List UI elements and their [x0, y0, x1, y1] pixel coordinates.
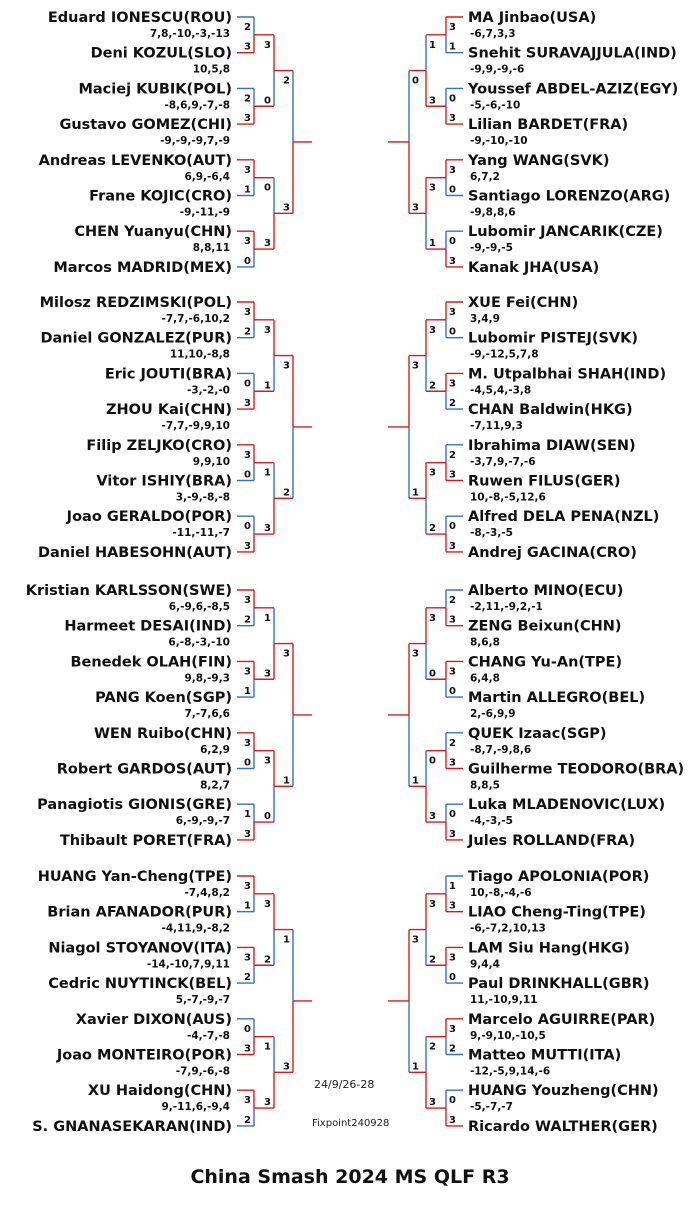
game-scores: -7,7,-9,9,10 [161, 420, 230, 433]
round1-result: 0 [449, 93, 456, 105]
game-scores: 7,-7,6,6 [184, 708, 230, 721]
round2-result: 1 [264, 380, 271, 392]
player-name: HUANG Youzheng(CHN) [468, 1083, 659, 1100]
game-scores: -3,-2,-0 [187, 384, 230, 397]
game-scores: -4,5,4,-3,8 [470, 384, 532, 397]
player-name: Guilherme TEODORO(BRA) [468, 761, 685, 778]
round1-result: 3 [244, 595, 251, 606]
round1-result: 1 [244, 809, 251, 821]
round1-result: 0 [244, 255, 251, 267]
game-scores: 7,8,-10,-3,-13 [149, 28, 230, 40]
player-name: PANG Koen(SGP) [95, 690, 232, 707]
player-name: Maciej KUBIK(POL) [78, 81, 232, 98]
player-name: Kanak JHA(USA) [468, 259, 600, 276]
round1-result: 1 [449, 41, 456, 53]
player-name: LAM Siu Hang(HKG) [468, 940, 630, 957]
player-name: Snehit SURAVAJJULA(IND) [468, 45, 677, 62]
round1-result: 3 [449, 1023, 456, 1035]
player-name: Martin ALLEGRO(BEL) [468, 690, 646, 707]
round1-result: 0 [449, 972, 456, 984]
game-scores: -9,-10,-10 [470, 135, 528, 148]
player-name: Daniel GONZALEZ(PUR) [40, 330, 232, 347]
round1-result: 2 [449, 1043, 456, 1055]
player-name: M. Utpalbhai SHAH(IND) [468, 366, 667, 383]
round1-result: 3 [449, 378, 456, 390]
game-scores: -8,6,9,-7,-8 [164, 99, 230, 112]
player-name: HUANG Yan-Cheng(TPE) [37, 869, 232, 885]
round1-result: 2 [244, 1114, 251, 1126]
player-name: Vitor ISHIY(BRA) [96, 473, 232, 490]
round2-result: 3 [429, 898, 436, 910]
player-name: MA Jinbao(USA) [468, 10, 597, 26]
game-scores: -7,7,-6,10,2 [161, 313, 230, 325]
game-scores: -9,-12,5,7,8 [470, 348, 539, 361]
round1-result: 2 [244, 614, 251, 626]
round1-result: 3 [244, 449, 251, 461]
round1-result: 3 [449, 469, 456, 481]
player-name: Eric JOUTI(BRA) [104, 366, 232, 383]
game-scores: -5,-6,-10 [470, 99, 521, 112]
player-name: Daniel HABESOHN(AUT) [37, 544, 232, 561]
game-scores: -9,9,-9,-6 [470, 63, 525, 76]
round1-result: 0 [449, 184, 456, 196]
player-name: CHANG Yu-An(TPE) [468, 654, 623, 671]
round3-result: 3 [412, 202, 419, 214]
game-scores: 10,-8,-5,12,6 [470, 491, 546, 504]
round1-result: 3 [244, 952, 251, 964]
round3-result: 1 [283, 775, 290, 787]
round1-result: 0 [449, 809, 456, 821]
round1-result: 1 [244, 686, 251, 698]
game-scores: 9,-9,10,-10,5 [470, 1029, 546, 1042]
game-scores: 9,8,-9,3 [184, 672, 230, 685]
player-name: Joao GERALDO(POR) [66, 509, 232, 526]
player-name: Ibrahima DIAW(SEN) [468, 437, 636, 454]
round1-result: 3 [244, 307, 251, 318]
game-scores: -7,11,9,3 [470, 420, 523, 433]
round2-result: 3 [429, 811, 436, 823]
player-name: Panagiotis GIONIS(GRE) [37, 797, 232, 814]
round2-result: 3 [429, 612, 436, 624]
round1-result: 0 [449, 1095, 456, 1107]
round2-result: 0 [429, 755, 436, 767]
player-name: ZENG Beixun(CHN) [468, 618, 622, 635]
player-name: CHAN Baldwin(HKG) [468, 402, 633, 419]
player-name: Ricardo WALTHER(GER) [468, 1118, 658, 1135]
round1-result: 0 [449, 326, 456, 338]
round2-result: 1 [264, 612, 271, 624]
round1-result: 3 [244, 164, 251, 176]
game-scores: -5,-7,-7 [470, 1101, 513, 1114]
round2-result: 3 [264, 238, 271, 250]
round1-result: 3 [244, 1043, 251, 1055]
round2-result: 0 [264, 95, 271, 107]
player-name: Cedric NUYTINCK(BEL) [48, 976, 232, 993]
round3-result: 1 [283, 934, 290, 946]
round1-result: 3 [244, 540, 251, 552]
round1-result: 1 [244, 184, 251, 196]
game-scores: 9,4,4 [470, 958, 500, 971]
game-scores: -12,-5,9,14,-6 [470, 1065, 551, 1078]
player-name: Luka MLADENOVIC(LUX) [468, 797, 666, 814]
game-scores: -4,-3,-5 [470, 815, 513, 828]
round1-result: 3 [244, 828, 251, 840]
game-scores: -3,7,9,-7,-6 [470, 455, 536, 468]
round3-result: 3 [283, 360, 290, 372]
player-name: Lubomir JANCARIK(CZE) [468, 224, 663, 241]
player-name: QUEK Izaac(SGP) [468, 725, 607, 742]
round1-result: 2 [449, 595, 456, 606]
game-scores: 8,2,7 [200, 779, 230, 792]
round2-result: 1 [429, 39, 436, 51]
round1-result: 2 [449, 398, 456, 410]
event-date: 24/9/26-28 [314, 1078, 375, 1091]
round1-result: 0 [244, 378, 251, 390]
round1-result: 3 [244, 1095, 251, 1107]
round1-result: 3 [244, 398, 251, 410]
round1-result: 2 [244, 93, 251, 105]
round1-result: 0 [244, 1023, 251, 1035]
game-scores: 9,-11,6,-9,4 [161, 1101, 230, 1114]
round1-result: 3 [449, 952, 456, 964]
round1-result: 3 [244, 666, 251, 678]
game-scores: -4,11,9,-8,2 [161, 922, 230, 935]
round1-result: 3 [449, 113, 456, 125]
round3-result: 3 [412, 360, 419, 372]
round3-result: 3 [412, 934, 419, 946]
player-name: Frane KOJIC(CRO) [89, 188, 232, 205]
round2-result: 2 [429, 954, 436, 966]
round1-result: 3 [449, 1114, 456, 1126]
round1-result: 3 [449, 666, 456, 678]
round3-result: 1 [412, 1061, 419, 1073]
round3-result: 3 [283, 202, 290, 214]
player-name: Youssef ABDEL-AZIZ(EGY) [468, 81, 679, 98]
round1-result: 2 [244, 972, 251, 984]
round2-result: 3 [429, 324, 436, 336]
round2-result: 3 [264, 668, 271, 680]
round2-result: 0 [429, 668, 436, 680]
player-name: Filip ZELJKO(CRO) [86, 437, 232, 454]
player-name: XUE Fei(CHN) [468, 295, 579, 311]
game-scores: -4,-7,-8 [187, 1029, 230, 1042]
game-scores: -11,-11,-7 [172, 527, 230, 540]
round1-result: 3 [244, 113, 251, 125]
game-scores: 8,6,8 [470, 636, 500, 649]
game-scores: 10,5,8 [192, 63, 230, 76]
player-name: Thibault PORET(FRA) [59, 832, 232, 849]
round2-result: 3 [429, 95, 436, 107]
game-scores: 3,4,9 [470, 313, 500, 325]
player-name: Yang WANG(SVK) [468, 152, 610, 169]
round1-result: 2 [449, 737, 456, 749]
round1-result: 3 [244, 881, 251, 892]
round2-result: 3 [264, 755, 271, 767]
game-scores: 6,9,-6,4 [184, 170, 230, 183]
round2-result: 0 [264, 182, 271, 194]
round2-result: 1 [429, 238, 436, 250]
player-name: Marcelo AGUIRRE(PAR) [468, 1011, 656, 1028]
player-name: Benedek OLAH(FIN) [70, 654, 232, 671]
round1-result: 3 [449, 22, 456, 33]
player-name: Ruwen FILUS(GER) [468, 473, 621, 490]
game-scores: 8,8,11 [192, 242, 230, 255]
game-scores: -9,-9,-5 [470, 242, 513, 255]
player-name: Robert GARDOS(AUT) [56, 761, 232, 778]
game-scores: -6,7,3,3 [470, 28, 516, 40]
round2-result: 3 [264, 1097, 271, 1109]
player-name: Eduard IONESCU(ROU) [47, 10, 232, 26]
player-name: XU Haidong(CHN) [87, 1083, 232, 1100]
player-name: Lubomir PISTEJ(SVK) [468, 330, 638, 347]
round3-result: 3 [283, 648, 290, 660]
round1-result: 3 [449, 164, 456, 176]
bracket-labels [26, 10, 684, 1135]
round3-result: 3 [412, 648, 419, 660]
round1-result: 0 [449, 236, 456, 248]
player-name: Andrej GACINA(CRO) [468, 544, 637, 561]
round1-result: 3 [449, 307, 456, 318]
game-scores: 3,-9,-8,-8 [175, 491, 230, 504]
game-scores: 11,10,-8,8 [169, 348, 230, 361]
game-scores: -6,-7,2,10,13 [470, 922, 546, 935]
player-name: LIAO Cheng-Ting(TPE) [468, 904, 646, 921]
player-name: CHEN Yuanyu(CHN) [74, 224, 232, 241]
round3-result: 3 [283, 1061, 290, 1073]
game-scores: 11,-10,9,11 [470, 994, 538, 1007]
game-scores: -8,7,-9,8,6 [470, 743, 532, 756]
player-name: Marcos MADRID(MEX) [53, 259, 232, 276]
round3-result: 2 [283, 487, 290, 499]
round2-result: 2 [429, 1041, 436, 1053]
round1-result: 1 [449, 881, 456, 892]
game-scores: -9,-9,-9,7,-9 [160, 135, 230, 148]
round2-result: 3 [429, 182, 436, 194]
player-name: Gustavo GOMEZ(CHI) [59, 117, 232, 134]
player-name: Alberto MINO(ECU) [468, 583, 624, 599]
player-name: S. GNANASEKARAN(IND) [32, 1118, 232, 1135]
round1-result: 3 [449, 900, 456, 912]
round1-result: 1 [244, 900, 251, 912]
round1-result: 3 [449, 757, 456, 769]
player-name: Harmeet DESAI(IND) [64, 618, 232, 635]
round1-result: 3 [244, 236, 251, 248]
round2-result: 3 [264, 324, 271, 336]
game-scores: -9,8,8,6 [470, 206, 516, 219]
round3-result: 1 [412, 487, 419, 499]
player-name: Kristian KARLSSON(SWE) [25, 583, 232, 599]
round1-result: 2 [244, 22, 251, 33]
player-name: Alfred DELA PENA(NZL) [468, 509, 660, 526]
round1-result: 3 [449, 255, 456, 267]
player-name: Joao MONTEIRO(POR) [56, 1047, 232, 1064]
round2-result: 3 [264, 39, 271, 51]
credit-label: Fixpoint240928 [312, 1118, 390, 1129]
player-name: Tiago APOLONIA(POR) [468, 869, 650, 885]
game-scores: -14,-10,7,9,11 [146, 958, 230, 971]
game-scores: 2,-6,9,9 [470, 708, 516, 721]
game-scores: 6,-8,-3,-10 [168, 636, 230, 649]
round1-result: 3 [449, 540, 456, 552]
round3-result: 0 [412, 75, 419, 87]
round2-result: 3 [264, 898, 271, 910]
bracket-title: China Smash 2024 MS QLF R3 [190, 1166, 510, 1188]
player-name: Brian AFANADOR(PUR) [47, 904, 232, 921]
game-scores: 8,8,5 [470, 779, 500, 792]
game-scores: 6,-9,-9,-7 [175, 815, 230, 828]
round2-result: 1 [264, 1041, 271, 1053]
game-scores: 6,-9,6,-8,5 [168, 601, 230, 613]
player-name: Milosz REDZIMSKI(POL) [39, 295, 232, 311]
player-name: Matteo MUTTI(ITA) [468, 1047, 622, 1064]
round1-result: 3 [449, 828, 456, 840]
round2-result: 1 [264, 467, 271, 479]
game-scores: 6,2,9 [200, 743, 230, 756]
round1-result: 2 [449, 449, 456, 461]
round1-result: 3 [449, 614, 456, 626]
player-name: ZHOU Kai(CHN) [106, 402, 232, 419]
round2-result: 3 [264, 523, 271, 535]
round3-result: 2 [283, 75, 290, 87]
player-name: WEN Ruibo(CHN) [93, 725, 232, 742]
player-name: Xavier DIXON(AUS) [75, 1011, 232, 1028]
game-scores: -2,11,-9,2,-1 [470, 601, 543, 613]
game-scores: 9,9,10 [192, 455, 230, 468]
game-scores: -7,9,-6,-8 [175, 1065, 230, 1078]
player-name: Paul DRINKHALL(GBR) [468, 976, 650, 993]
round1-result: 3 [244, 737, 251, 749]
round2-result: 3 [429, 1097, 436, 1109]
game-scores: -7,4,8,2 [184, 887, 230, 899]
round2-result: 2 [429, 380, 436, 392]
round1-result: 0 [244, 469, 251, 481]
round3-result: 1 [412, 775, 419, 787]
player-name: Deni KOZUL(SLO) [90, 45, 232, 62]
round1-result: 0 [449, 686, 456, 698]
player-name: Andreas LEVENKO(AUT) [38, 152, 232, 169]
round2-result: 2 [429, 523, 436, 535]
round1-result: 0 [449, 521, 456, 533]
round2-result: 3 [429, 467, 436, 479]
player-name: Jules ROLLAND(FRA) [468, 832, 636, 849]
round1-result: 0 [244, 757, 251, 769]
player-name: Santiago LORENZO(ARG) [468, 188, 671, 205]
round1-result: 0 [244, 521, 251, 533]
game-scores: 6,7,2 [470, 170, 500, 183]
game-scores: -8,-3,-5 [470, 527, 513, 540]
round1-result: 3 [244, 41, 251, 53]
player-name: Niagol STOYANOV(ITA) [48, 940, 232, 957]
round1-result: 2 [244, 326, 251, 338]
game-scores: 10,-8,-4,-6 [470, 887, 532, 899]
game-scores: 5,-7,-9,-7 [175, 994, 230, 1007]
game-scores: 6,4,8 [470, 672, 500, 685]
player-name: Lilian BARDET(FRA) [468, 117, 629, 134]
game-scores: -9,-11,-9 [179, 206, 230, 219]
round2-result: 2 [264, 954, 271, 966]
round2-result: 0 [264, 811, 271, 823]
